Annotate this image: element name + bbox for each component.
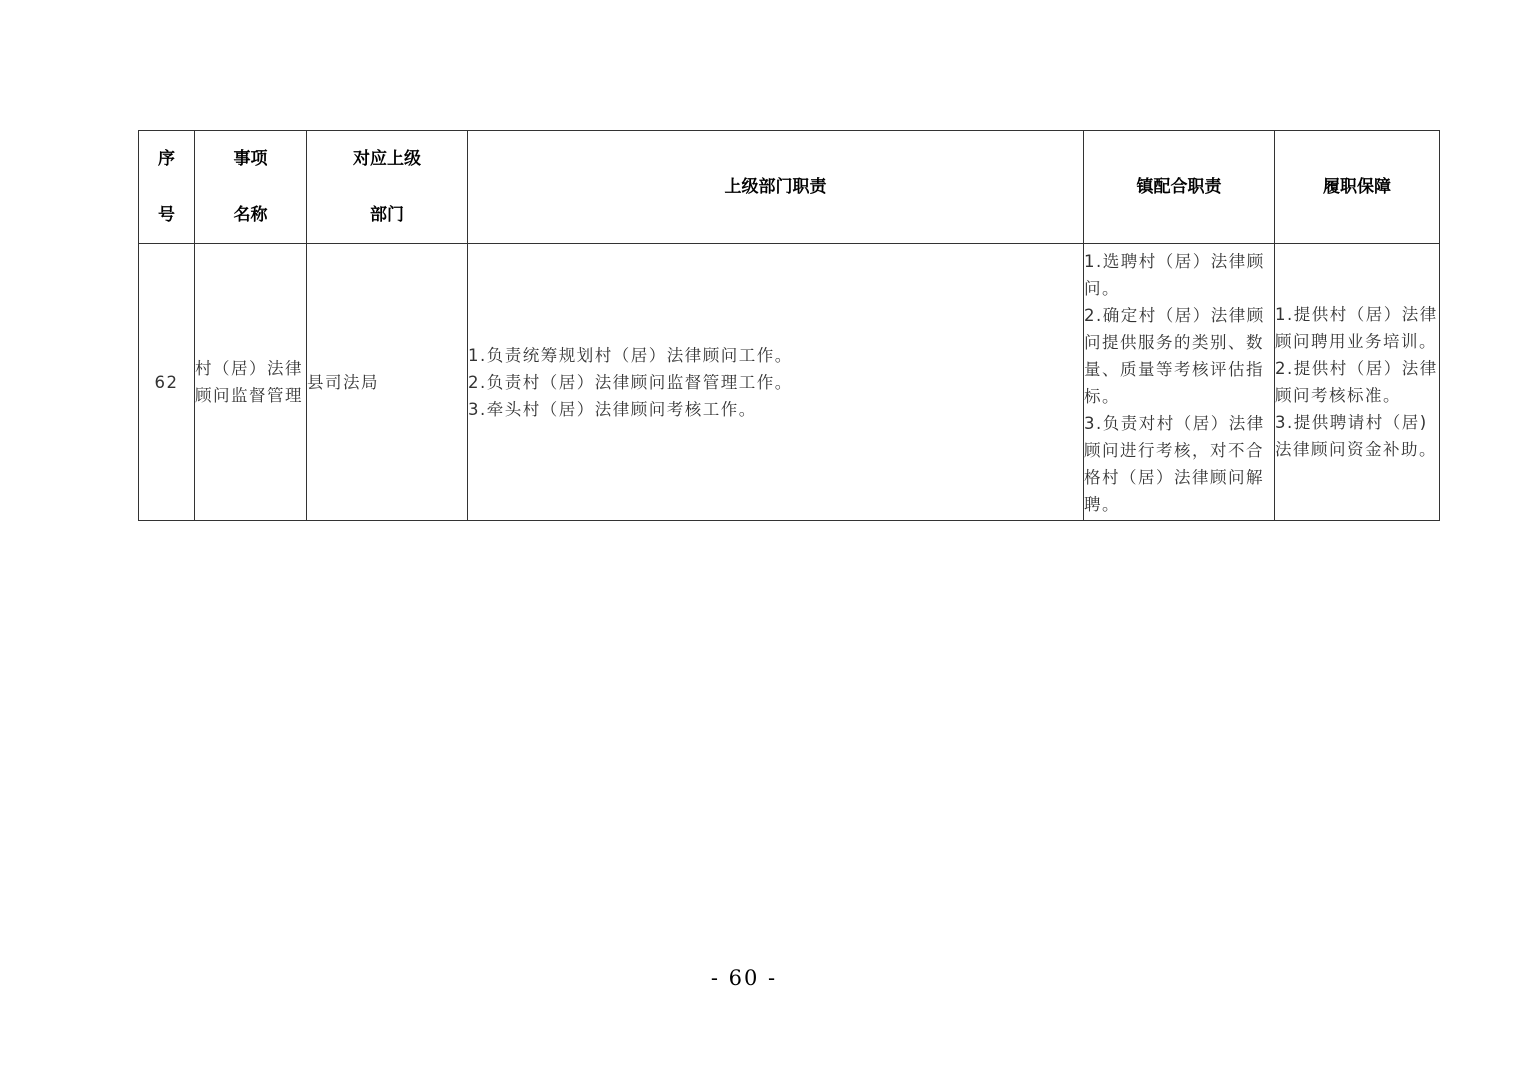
header-guarantee: 履职保障 [1275,131,1440,244]
town-duty-item: 2.确定村（居）法律顾问提供服务的类别、数量、质量等考核评估指标。 [1084,306,1265,406]
header-dept-line1: 对应上级 [353,149,421,169]
guarantee-item: 1.提供村（居）法律顾问聘用业务培训。 [1275,305,1438,351]
header-item-name [195,131,307,244]
header-dept [307,131,468,244]
upper-duty-item: 1.负责统筹规划村（居）法律顾问工作。 [468,345,793,365]
cell-town-duty [1084,244,1275,521]
town-duty-item: 1.选聘村（居）法律顾问。 [1084,252,1265,298]
cell-upper-duty [468,244,1084,521]
duty-table [138,130,1440,521]
cell-dept: 县司法局 [307,244,468,521]
guarantee-item: 3.提供聘请村（居)法律顾问资金补助。 [1275,413,1437,459]
cell-guarantee [1275,244,1440,521]
header-upper-duty: 上级部门职责 [468,131,1084,244]
header-dept-line2: 部门 [370,205,404,225]
table-header-row [139,131,1440,244]
header-town-duty: 镇配合职责 [1084,131,1275,244]
upper-duty-item: 2.负责村（居）法律顾问监督管理工作。 [468,372,793,392]
header-seq-line1: 序 [158,149,175,169]
table-row [139,244,1440,521]
header-item-name-line1: 事项 [233,149,268,169]
cell-item-name: 村（居）法律顾问监督管理 [195,244,307,521]
page-number: - 60 - [710,966,778,990]
upper-duty-item: 3.牵头村（居）法律顾问考核工作。 [468,399,757,419]
guarantee-item: 2.提供村（居）法律顾问考核标准。 [1275,359,1438,405]
town-duty-item: 3.负责对村（居）法律顾问进行考核，对不合格村（居）法律顾问解聘。 [1084,414,1265,514]
cell-seq: 62 [139,244,195,521]
header-seq-line2: 号 [158,205,175,225]
header-seq [139,131,195,244]
header-item-name-line2: 名称 [233,205,268,225]
